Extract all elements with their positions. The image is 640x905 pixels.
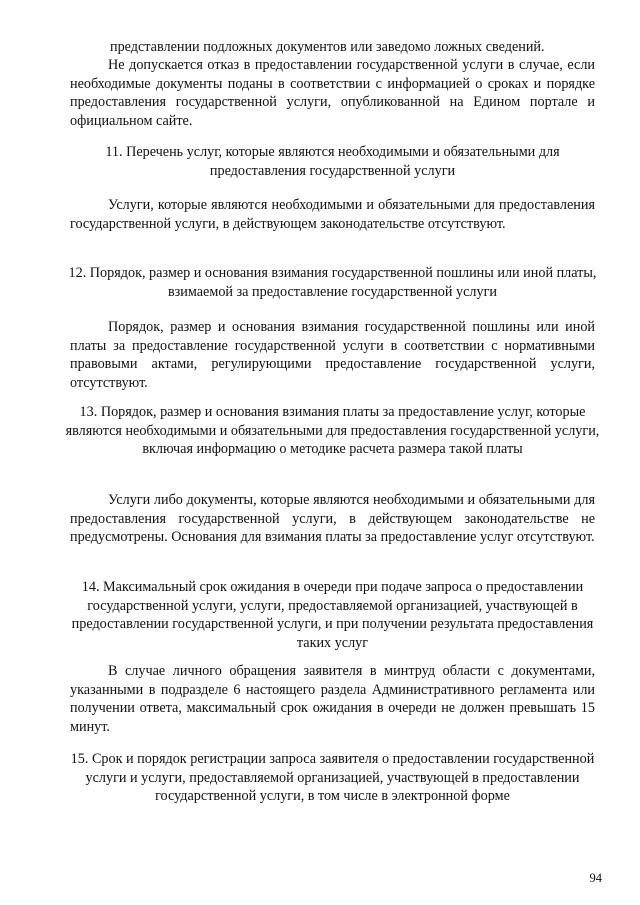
paragraph-section-12: Порядок, размер и основания взимания государственной пошлины или иной платы за предоставление государственной услуги в соответствии с нормативными правовыми актами, регулирующими предоставление государственной услуги, отсутствуют. — [70, 319, 595, 391]
section-heading-14: 14. Максимальный срок ожидания в очереди при подаче запроса о предоставлении государственной услуги, услуги, предоставляемой организацией, участвующей в предоставлении государственной услуги, и при получении результата предоставления таких услуг — [71, 579, 594, 651]
paragraph-refusal: Не допускается отказ в предоставлении государственной услуги в случае, если необходимые документы поданы в соответствии с информацией о сроках и порядке предоставления государственной услуги, опубликованной на Едином портале и официальном сайте. — [70, 57, 595, 129]
section-heading-13: 13. Порядок, размер и основания взимания платы за предоставление услуг, которые являются необходимыми и обязательными для предоставления государственной услуги, включая информацию о методике расчета размера такой платы — [65, 404, 600, 457]
paragraph-section-14: В случае личного обращения заявителя в минтруд области с документами, указанными в подразделе 6 настоящего раздела Административного регламента или получении ответа, максимальный срок ожидания в очереди не должен превышать 15 минут. — [70, 663, 595, 735]
paragraph-continuation: представлении подложных документов или заведомо ложных сведений. — [110, 39, 545, 55]
section-heading-15: 15. Срок и порядок регистрации запроса заявителя о предоставлении государственной услуги и услуги, предоставляемой организацией, участвующей в предоставлении государственной услуги, в том числе в электронной форме — [70, 751, 595, 804]
paragraph-section-11: Услуги, которые являются необходимыми и обязательными для предоставления государственной услуги, в действующем законодательстве отсутствуют. — [70, 197, 595, 232]
section-heading-11: 11. Перечень услуг, которые являются необходимыми и обязательными для предоставления государственной услуги — [105, 144, 560, 179]
section-heading-12: 12. Порядок, размер и основания взимания государственной пошлины или иной платы, взимаемой за предоставление государственной услуги — [68, 265, 597, 300]
page-number: 94 — [589, 871, 602, 885]
paragraph-section-13: Услуги либо документы, которые являются необходимыми и обязательными для предоставления государственной услуги, в действующем законодательстве не предусмотрены. Основания для взимания платы за предоставление услуг отсутствуют. — [70, 492, 595, 545]
